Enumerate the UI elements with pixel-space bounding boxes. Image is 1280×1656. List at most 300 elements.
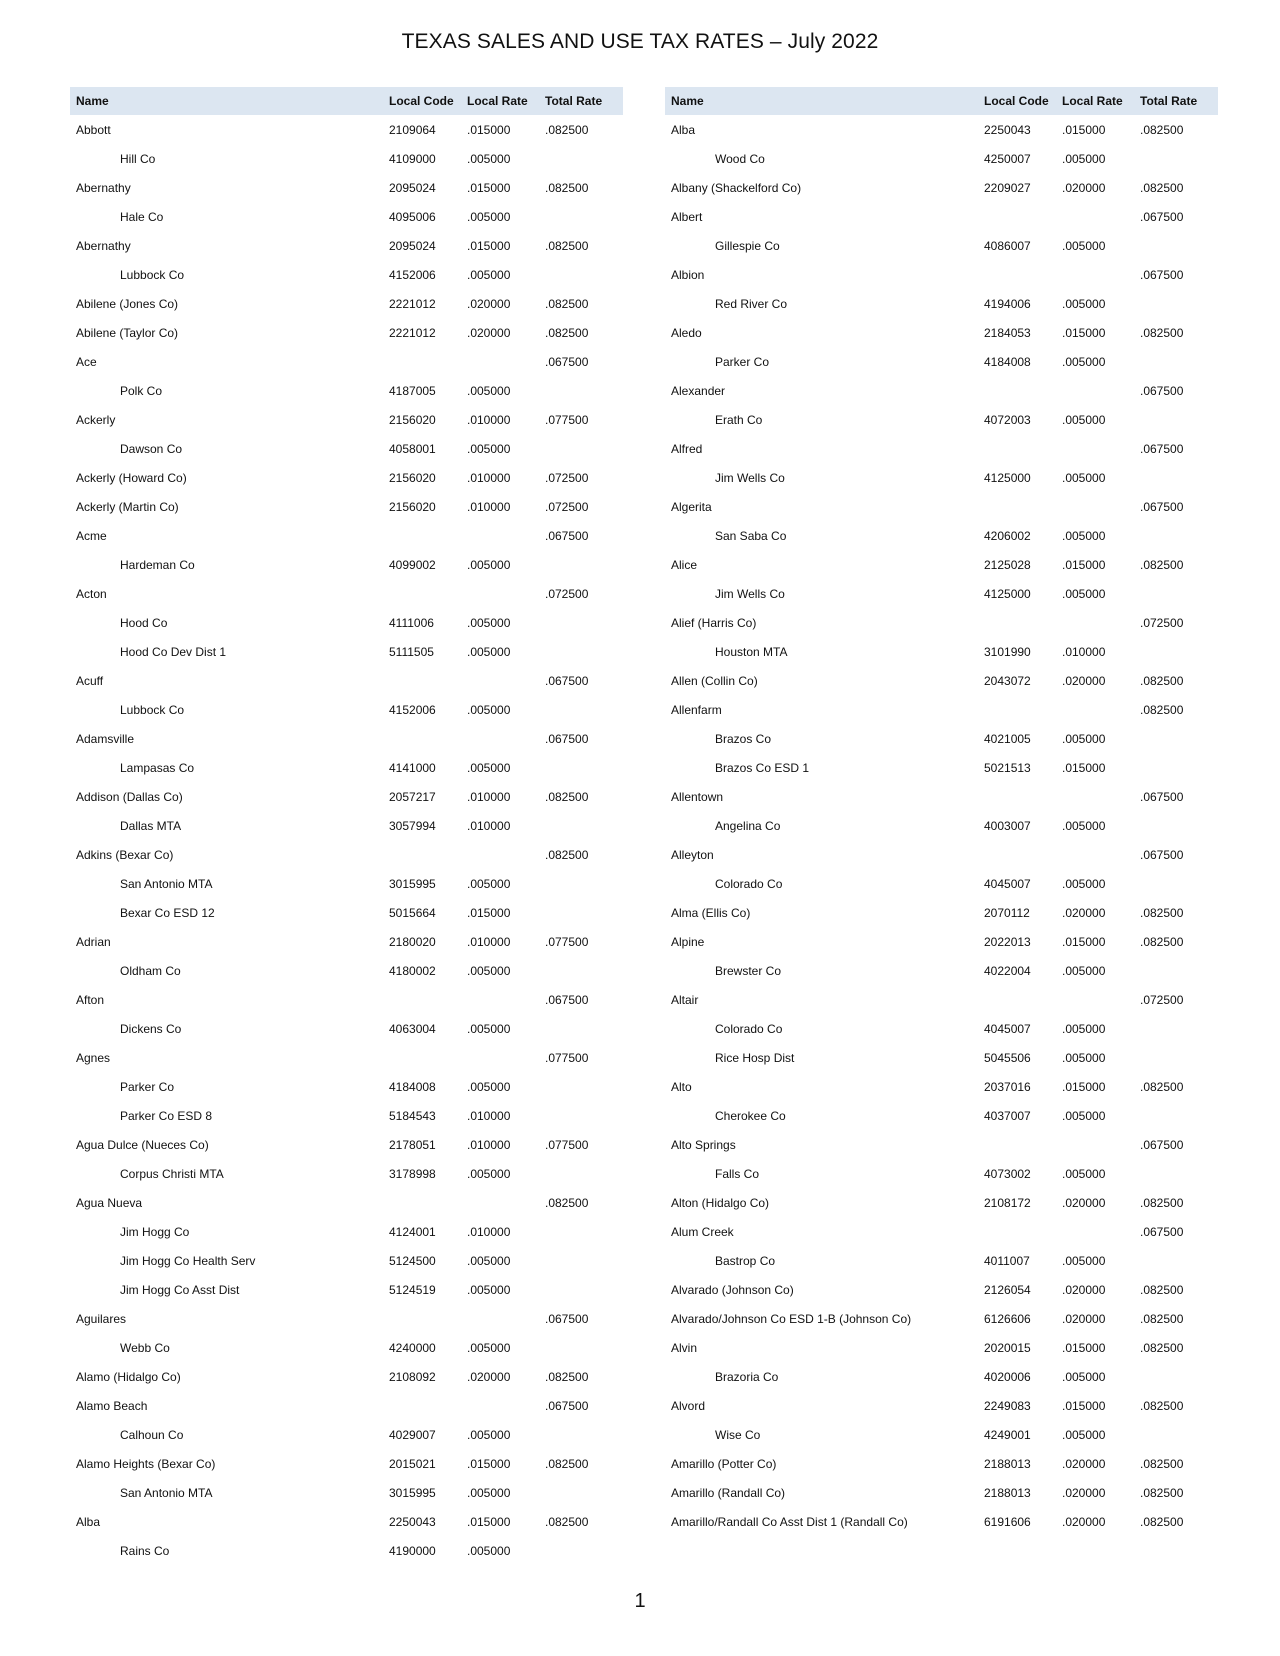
- table-row: [665, 840, 1218, 869]
- cell-name: Alum Creek: [671, 1224, 734, 1239]
- cell-name: Gillespie Co: [715, 238, 780, 253]
- table-subrow: [70, 1275, 623, 1304]
- cell-total-rate: [1134, 1246, 1218, 1275]
- cell-name: Rice Hosp Dist: [715, 1050, 795, 1065]
- table-subrow: [665, 811, 1218, 840]
- page-number: 1: [634, 1590, 646, 1612]
- cell-total-rate: [1134, 463, 1218, 492]
- cell-total-rate: .082500: [1140, 557, 1184, 572]
- cell-local-code: [978, 782, 1056, 811]
- cell-local-rate: .005000: [1062, 731, 1106, 746]
- cell-name: Abilene (Taylor Co): [76, 325, 179, 340]
- table-row: [665, 985, 1218, 1014]
- cell-local-rate: .020000: [1062, 1485, 1106, 1500]
- cell-local-code: 4073002: [984, 1166, 1031, 1181]
- cell-local-code: 4072003: [984, 412, 1031, 427]
- cell-local-code: 5124519: [389, 1282, 436, 1297]
- cell-name: Dickens Co: [120, 1021, 182, 1036]
- cell-local-rate: .005000: [467, 209, 511, 224]
- table-subrow: [70, 376, 623, 405]
- table-row: [665, 608, 1218, 637]
- cell-name: Alice: [671, 557, 698, 572]
- table-subrow: [70, 260, 623, 289]
- cell-local-rate: .005000: [467, 1485, 511, 1500]
- table-row: [665, 260, 1218, 289]
- table-row: [665, 202, 1218, 231]
- cell-local-code: [978, 608, 1056, 637]
- cell-local-rate: .015000: [467, 1456, 511, 1471]
- cell-name: Allen (Collin Co): [671, 673, 758, 688]
- cell-total-rate: .082500: [545, 1369, 589, 1384]
- cell-name: Bastrop Co: [715, 1253, 776, 1268]
- cell-total-rate: [539, 637, 623, 666]
- cell-local-code: 4011007: [984, 1253, 1030, 1268]
- cell-total-rate: .072500: [1140, 992, 1184, 1007]
- cell-total-rate: .082500: [1140, 180, 1184, 195]
- cell-total-rate: .082500: [1140, 1485, 1184, 1500]
- cell-local-rate: .005000: [467, 644, 511, 659]
- cell-total-rate: [1134, 231, 1218, 260]
- cell-local-rate: .015000: [467, 1514, 511, 1529]
- table-subrow: [70, 1159, 623, 1188]
- table-subrow: [665, 1159, 1218, 1188]
- cell-local-rate: [1056, 782, 1134, 811]
- cell-total-rate: .067500: [545, 673, 589, 688]
- table-row: [70, 492, 623, 521]
- cell-local-rate: .005000: [467, 615, 511, 630]
- cell-local-rate: .005000: [467, 1079, 511, 1094]
- cell-total-rate: .067500: [545, 1398, 589, 1413]
- cell-total-rate: [539, 1246, 623, 1275]
- cell-name: San Antonio MTA: [120, 1485, 213, 1500]
- cell-name: Alto Springs: [671, 1137, 736, 1152]
- cell-local-code: [383, 579, 461, 608]
- cell-name: Colorado Co: [715, 876, 783, 891]
- table-subrow: [70, 1333, 623, 1362]
- cell-name: Parker Co ESD 8: [120, 1108, 213, 1123]
- cell-name: Abernathy: [76, 180, 131, 195]
- table-row: [70, 1130, 623, 1159]
- table-subrow: [70, 1014, 623, 1043]
- table-subrow: [70, 637, 623, 666]
- cell-local-rate: .005000: [467, 760, 511, 775]
- cell-local-rate: .010000: [1062, 644, 1106, 659]
- cell-local-code: 5184543: [389, 1108, 436, 1123]
- cell-local-code: [978, 492, 1056, 521]
- cell-local-code: 2057217: [389, 789, 436, 804]
- cell-local-code: [978, 1130, 1056, 1159]
- cell-local-code: [383, 985, 461, 1014]
- cell-total-rate: [1134, 579, 1218, 608]
- cell-total-rate: .082500: [545, 122, 589, 137]
- table-subrow: [70, 144, 623, 173]
- cell-name: Alto: [671, 1079, 692, 1094]
- table-subrow: [665, 1101, 1218, 1130]
- cell-local-rate: [1056, 985, 1134, 1014]
- cell-local-rate: .005000: [1062, 1427, 1106, 1442]
- cell-name: Aguilares: [76, 1311, 127, 1326]
- cell-local-code: [383, 666, 461, 695]
- table-subrow: [665, 753, 1218, 782]
- cell-name: Webb Co: [120, 1340, 170, 1355]
- table-row: [665, 1217, 1218, 1246]
- cell-local-code: 2095024: [389, 238, 436, 253]
- cell-name: Wise Co: [715, 1427, 761, 1442]
- cell-local-code: 4109000: [389, 151, 436, 166]
- cell-name: Jim Hogg Co Asst Dist: [120, 1282, 240, 1297]
- cell-local-code: 4125000: [984, 470, 1031, 485]
- table-row: [665, 173, 1218, 202]
- right-table-column: [665, 87, 1218, 1536]
- cell-total-rate: .067500: [1140, 383, 1184, 398]
- cell-local-code: 2180020: [389, 934, 436, 949]
- table-subrow: [665, 521, 1218, 550]
- cell-name: Jim Hogg Co Health Serv: [120, 1253, 256, 1268]
- cell-local-code: 2109064: [389, 122, 436, 137]
- cell-local-code: 4124001: [389, 1224, 436, 1239]
- cell-local-rate: .020000: [1062, 180, 1106, 195]
- cell-local-code: 5045506: [984, 1050, 1031, 1065]
- cell-local-rate: [461, 579, 539, 608]
- cell-name: Alba: [76, 1514, 101, 1529]
- cell-local-rate: .005000: [1062, 151, 1106, 166]
- cell-local-rate: .005000: [467, 383, 511, 398]
- cell-local-code: 2108092: [389, 1369, 436, 1384]
- cell-total-rate: [539, 1333, 623, 1362]
- cell-local-code: 4206002: [984, 528, 1031, 543]
- cell-name: Alma (Ellis Co): [671, 905, 751, 920]
- cell-name: Abilene (Jones Co): [76, 296, 179, 311]
- cell-name: Dawson Co: [120, 441, 183, 456]
- table-subrow: [70, 695, 623, 724]
- cell-local-code: 4240000: [389, 1340, 436, 1355]
- cell-local-rate: .005000: [467, 702, 511, 717]
- cell-local-rate: [461, 724, 539, 753]
- cell-local-code: 2184053: [984, 325, 1031, 340]
- cell-total-rate: .082500: [545, 296, 589, 311]
- cell-local-rate: .005000: [467, 1021, 511, 1036]
- cell-local-code: [383, 1304, 461, 1333]
- cell-name: Alba: [671, 122, 696, 137]
- cell-local-code: 2250043: [389, 1514, 436, 1529]
- cell-local-code: 5021513: [984, 760, 1031, 775]
- cell-name: Alleyton: [671, 847, 714, 862]
- cell-local-rate: .005000: [467, 557, 511, 572]
- cell-local-code: 4190000: [389, 1543, 436, 1558]
- cell-local-code: 2126054: [984, 1282, 1031, 1297]
- cell-total-rate: .077500: [545, 1137, 589, 1152]
- cell-total-rate: .067500: [1140, 847, 1184, 862]
- table-header-row: [70, 87, 623, 115]
- table-row: [70, 347, 623, 376]
- table-subrow: [70, 1217, 623, 1246]
- cell-local-rate: .010000: [467, 499, 511, 514]
- cell-total-rate: .067500: [545, 528, 589, 543]
- cell-name: Alexander: [671, 383, 726, 398]
- cell-total-rate: .067500: [545, 354, 589, 369]
- table-row: [665, 492, 1218, 521]
- cell-local-code: 5015664: [389, 905, 436, 920]
- cell-local-rate: .010000: [467, 934, 511, 949]
- table-row: [70, 1362, 623, 1391]
- cell-total-rate: [1134, 1420, 1218, 1449]
- cell-local-code: 4152006: [389, 267, 436, 282]
- cell-local-code: [383, 724, 461, 753]
- table-subrow: [70, 1420, 623, 1449]
- cell-name: Albany (Shackelford Co): [671, 180, 802, 195]
- cell-local-code: [978, 260, 1056, 289]
- table-subrow: [70, 869, 623, 898]
- cell-total-rate: .082500: [1140, 325, 1184, 340]
- cell-total-rate: .082500: [1140, 673, 1184, 688]
- table-subrow: [70, 956, 623, 985]
- cell-local-code: 2022013: [984, 934, 1031, 949]
- cell-local-code: [978, 202, 1056, 231]
- cell-local-code: 2108172: [984, 1195, 1031, 1210]
- cell-local-rate: [461, 1391, 539, 1420]
- cell-local-rate: [461, 840, 539, 869]
- cell-local-rate: .020000: [1062, 1282, 1106, 1297]
- cell-total-rate: .067500: [1140, 1137, 1184, 1152]
- cell-local-code: [978, 840, 1056, 869]
- cell-local-rate: .015000: [467, 238, 511, 253]
- cell-local-rate: [1056, 434, 1134, 463]
- cell-total-rate: .072500: [545, 586, 589, 601]
- cell-local-rate: [1056, 202, 1134, 231]
- cell-total-rate: [1134, 1159, 1218, 1188]
- cell-name: Lubbock Co: [120, 702, 185, 717]
- table-row: [70, 782, 623, 811]
- cell-total-rate: .067500: [1140, 789, 1184, 804]
- table-row: [70, 1449, 623, 1478]
- cell-total-rate: [1134, 1043, 1218, 1072]
- table-row: [70, 1304, 623, 1333]
- table-subrow: [665, 463, 1218, 492]
- cell-local-code: 2156020: [389, 412, 436, 427]
- tax-rate-table-left: [70, 87, 623, 1565]
- cell-total-rate: [539, 434, 623, 463]
- cell-local-rate: .005000: [1062, 1369, 1106, 1384]
- cell-local-code: 4249001: [984, 1427, 1031, 1442]
- cell-local-code: 3057994: [389, 818, 436, 833]
- cell-local-rate: [461, 1304, 539, 1333]
- cell-name: Acme: [76, 528, 107, 543]
- cell-total-rate: [539, 260, 623, 289]
- cell-name: Angelina Co: [715, 818, 781, 833]
- cell-local-rate: .005000: [1062, 1108, 1106, 1123]
- cell-local-code: 4099002: [389, 557, 436, 572]
- cell-name: Dallas MTA: [120, 818, 182, 833]
- cell-total-rate: [539, 144, 623, 173]
- cell-total-rate: .067500: [1140, 1224, 1184, 1239]
- cell-total-rate: .082500: [1140, 1398, 1184, 1413]
- cell-name: Brazos Co ESD 1: [715, 760, 810, 775]
- cell-local-rate: .015000: [1062, 122, 1106, 137]
- cell-local-code: [978, 434, 1056, 463]
- cell-name: Acton: [76, 586, 107, 601]
- cell-name: Agua Dulce (Nueces Co): [76, 1137, 209, 1152]
- table-row: [70, 318, 623, 347]
- cell-name: Colorado Co: [715, 1021, 783, 1036]
- cell-total-rate: [1134, 289, 1218, 318]
- cell-name: Cherokee Co: [715, 1108, 786, 1123]
- cell-total-rate: [539, 1536, 623, 1565]
- cell-name: Hale Co: [120, 209, 164, 224]
- cell-local-rate: [461, 666, 539, 695]
- cell-local-rate: .005000: [1062, 818, 1106, 833]
- cell-total-rate: .082500: [1140, 1311, 1184, 1326]
- cell-total-rate: [539, 695, 623, 724]
- cell-name: Alpine: [671, 934, 705, 949]
- table-row: [70, 927, 623, 956]
- table-subrow: [665, 1362, 1218, 1391]
- cell-local-code: [383, 1391, 461, 1420]
- cell-name: Addison (Dallas Co): [76, 789, 183, 804]
- cell-name: Ace: [76, 354, 97, 369]
- table-row: [70, 115, 623, 144]
- cell-name: Altair: [671, 992, 699, 1007]
- cell-local-rate: .010000: [467, 1224, 511, 1239]
- table-row: [665, 1391, 1218, 1420]
- cell-local-code: [978, 376, 1056, 405]
- cell-local-code: [383, 1043, 461, 1072]
- cell-total-rate: [1134, 347, 1218, 376]
- cell-name: Alvarado (Johnson Co): [671, 1282, 794, 1297]
- cell-total-rate: .082500: [1140, 702, 1184, 717]
- cell-name: Red River Co: [715, 296, 788, 311]
- cell-total-rate: [539, 1072, 623, 1101]
- cell-local-rate: .005000: [467, 1340, 511, 1355]
- cell-local-rate: .005000: [1062, 528, 1106, 543]
- cell-total-rate: [539, 811, 623, 840]
- table-subrow: [665, 1420, 1218, 1449]
- cell-total-rate: [1134, 144, 1218, 173]
- cell-local-code: 4095006: [389, 209, 436, 224]
- cell-total-rate: .082500: [545, 1514, 589, 1529]
- cell-total-rate: [1134, 405, 1218, 434]
- cell-local-rate: .010000: [467, 412, 511, 427]
- cell-local-rate: .020000: [1062, 1311, 1106, 1326]
- cell-name: Brazoria Co: [715, 1369, 779, 1384]
- cell-local-rate: .015000: [1062, 760, 1106, 775]
- table-row: [665, 376, 1218, 405]
- cell-local-rate: .005000: [1062, 1050, 1106, 1065]
- cell-name: Alamo Beach: [76, 1398, 148, 1413]
- cell-local-rate: .010000: [467, 1137, 511, 1152]
- table-row: [70, 840, 623, 869]
- cell-local-code: 4063004: [389, 1021, 436, 1036]
- cell-name: Alfred: [671, 441, 703, 456]
- table-row: [665, 1507, 1218, 1536]
- cell-local-code: 4184008: [389, 1079, 436, 1094]
- cell-local-code: 2156020: [389, 499, 436, 514]
- tax-rate-table-right: [665, 87, 1218, 1536]
- cell-name: Amarillo/Randall Co Asst Dist 1 (Randall Co): [671, 1514, 908, 1529]
- cell-name: Corpus Christi MTA: [120, 1166, 224, 1181]
- cell-total-rate: .082500: [1140, 934, 1184, 949]
- cell-total-rate: [539, 753, 623, 782]
- table-row: [70, 173, 623, 202]
- cell-total-rate: .067500: [1140, 209, 1184, 224]
- table-subrow: [665, 144, 1218, 173]
- cell-local-rate: .015000: [1062, 1340, 1106, 1355]
- cell-name: Agnes: [76, 1050, 111, 1065]
- header-local-code: Local Code: [389, 94, 454, 108]
- cell-name: Bexar Co ESD 12: [120, 905, 215, 920]
- table-row: [665, 1188, 1218, 1217]
- cell-local-rate: .005000: [467, 1282, 511, 1297]
- cell-local-rate: .015000: [1062, 1079, 1106, 1094]
- cell-total-rate: .082500: [545, 1456, 589, 1471]
- cell-total-rate: [539, 1101, 623, 1130]
- cell-local-code: 2125028: [984, 557, 1031, 572]
- cell-name: Alvarado/Johnson Co ESD 1-B (Johnson Co): [671, 1311, 912, 1326]
- cell-name: Alief (Harris Co): [671, 615, 757, 630]
- table-subrow: [70, 550, 623, 579]
- cell-name: Aledo: [671, 325, 702, 340]
- cell-total-rate: [539, 869, 623, 898]
- cell-total-rate: .082500: [545, 847, 589, 862]
- cell-local-code: 4037007: [984, 1108, 1031, 1123]
- cell-local-code: 4045007: [984, 876, 1031, 891]
- table-subrow: [70, 1101, 623, 1130]
- cell-local-rate: .015000: [467, 180, 511, 195]
- header-total-rate: Total Rate: [1140, 94, 1198, 108]
- cell-local-rate: [461, 1043, 539, 1072]
- table-row: [665, 318, 1218, 347]
- cell-total-rate: [539, 202, 623, 231]
- cell-local-code: 2015021: [389, 1456, 436, 1471]
- cell-total-rate: .082500: [1140, 1195, 1184, 1210]
- table-subrow: [665, 579, 1218, 608]
- table-subrow: [70, 1072, 623, 1101]
- header-local-rate: Local Rate: [467, 94, 528, 108]
- cell-name: Abbott: [76, 122, 111, 137]
- cell-local-rate: .020000: [467, 1369, 511, 1384]
- table-subrow: [665, 637, 1218, 666]
- cell-name: Afton: [76, 992, 105, 1007]
- cell-total-rate: [1134, 753, 1218, 782]
- cell-total-rate: [539, 956, 623, 985]
- table-subrow: [70, 1536, 623, 1565]
- cell-total-rate: .082500: [545, 325, 589, 340]
- table-row: [665, 1449, 1218, 1478]
- cell-name: Allenfarm: [671, 702, 722, 717]
- cell-local-code: 4021005: [984, 731, 1031, 746]
- cell-total-rate: .082500: [1140, 1514, 1184, 1529]
- table-subrow: [70, 1478, 623, 1507]
- table-subrow: [665, 869, 1218, 898]
- table-subrow: [70, 811, 623, 840]
- cell-local-code: 2156020: [389, 470, 436, 485]
- cell-local-rate: .005000: [467, 1543, 511, 1558]
- cell-local-rate: [1056, 376, 1134, 405]
- table-row: [665, 550, 1218, 579]
- cell-total-rate: [539, 898, 623, 927]
- table-subrow: [665, 347, 1218, 376]
- cell-local-rate: [461, 347, 539, 376]
- cell-local-code: [978, 985, 1056, 1014]
- cell-local-rate: .005000: [1062, 354, 1106, 369]
- table-row: [665, 666, 1218, 695]
- cell-local-rate: .015000: [1062, 557, 1106, 572]
- header-local-rate: Local Rate: [1062, 94, 1123, 108]
- cell-local-code: [383, 347, 461, 376]
- cell-name: Hood Co Dev Dist 1: [120, 644, 227, 659]
- table-row: [70, 1188, 623, 1217]
- table-row: [70, 579, 623, 608]
- cell-total-rate: .067500: [545, 992, 589, 1007]
